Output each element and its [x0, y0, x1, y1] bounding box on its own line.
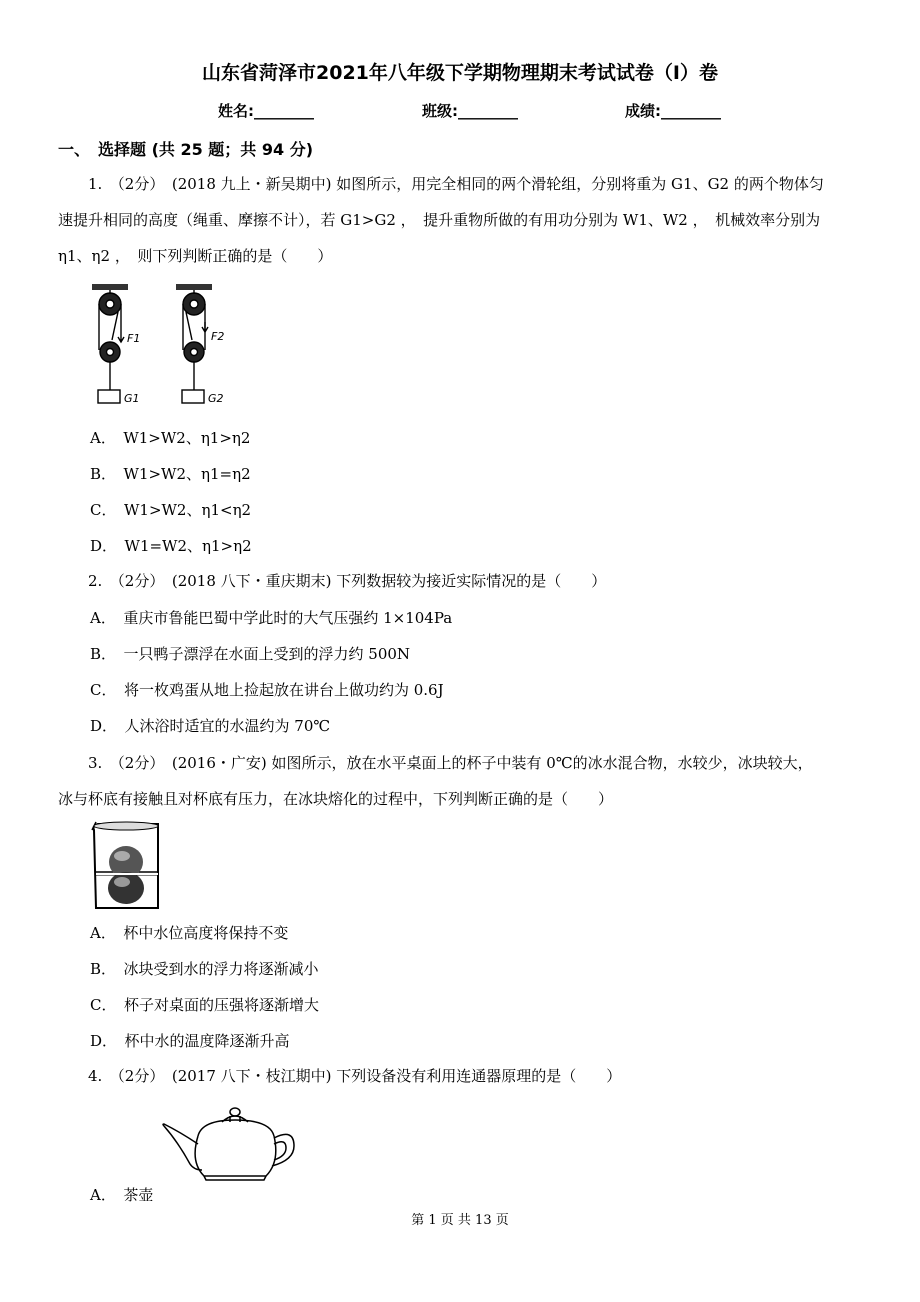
q1-option-b: B． W1>W2、η1=η2	[90, 465, 251, 483]
score-field: 成绩:________	[625, 102, 721, 120]
fig-label-g1: G1	[124, 392, 140, 405]
q4-option-a: A． 茶壶	[90, 1186, 154, 1204]
fig-label-f2: F2	[211, 330, 225, 343]
section-heading: 一、 选择题 (共 25 题；共 94 分)	[58, 140, 314, 159]
q1-line-3: η1、η2 ， 则下列判断正确的是（ ）	[58, 247, 333, 265]
q2-option-b: B． 一只鸭子漂浮在水面上受到的浮力约 500N	[90, 645, 411, 663]
q2-line-1: 2. （2分） (2018 八下・重庆期末) 下列数据较为接近实际情况的是（ ）	[88, 572, 607, 590]
teapot-figure	[160, 1102, 300, 1184]
q3-option-c: C． 杯子对桌面的压强将逐渐增大	[90, 996, 319, 1014]
name-field: 姓名:________	[218, 102, 314, 120]
fig-label-f1: F1	[127, 332, 141, 345]
q3-option-d: D． 杯中水的温度降逐渐升高	[90, 1032, 290, 1050]
pulley-system-1	[92, 284, 128, 403]
page-footer: 第 1 页 共 13 页	[411, 1213, 509, 1228]
q3-option-b: B． 冰块受到水的浮力将逐渐减小	[90, 960, 319, 978]
q2-option-d: D． 人沐浴时适宜的水温约为 70℃	[90, 717, 331, 735]
q1-option-a: A． W1>W2、η1>η2	[90, 429, 251, 447]
q2-option-a: A． 重庆市鲁能巴蜀中学此时的大气压强约 1×104Pa	[90, 609, 453, 627]
class-field: 班级:________	[422, 102, 518, 120]
ice-cup-figure	[88, 820, 166, 910]
q1-line-2: 速提升相同的高度（绳重、摩擦不计），若 G1>G2 ， 提升重物所做的有用功分别为 W1、W2 ， 机械效率分别为	[58, 211, 821, 229]
q1-line-1: 1. （2分） (2018 九上・新吴期中) 如图所示，用完全相同的两个滑轮组，分别将重为 G1、G2 的两个物体匀	[88, 175, 824, 193]
pulley-figure	[90, 282, 250, 412]
q4-line-1: 4. （2分） (2017 八下・枝江期中) 下列设备没有利用连通器原理的是（ ）	[88, 1067, 622, 1085]
page-title: 山东省菏泽市2021年八年级下学期物理期末考试试卷（I）卷	[202, 62, 718, 84]
q3-line-1: 3. （2分） (2016・广安) 如图所示，放在水平桌面上的杯子中装有 0℃的冰水混合物，水较少，冰块较大，	[88, 754, 813, 772]
q3-option-a: A． 杯中水位高度将保持不变	[90, 924, 289, 942]
q1-option-d: D． W1=W2、η1>η2	[90, 537, 252, 555]
q2-option-c: C． 将一枚鸡蛋从地上捡起放在讲台上做功约为 0.6J	[90, 681, 444, 699]
q1-option-c: C． W1>W2、η1<η2	[90, 501, 252, 519]
fig-label-g2: G2	[208, 392, 224, 405]
pulley-system-2	[176, 284, 212, 403]
q3-line-2: 冰与杯底有接触且对杯底有压力，在冰块熔化的过程中，下列判断正确的是（ ）	[58, 790, 614, 808]
